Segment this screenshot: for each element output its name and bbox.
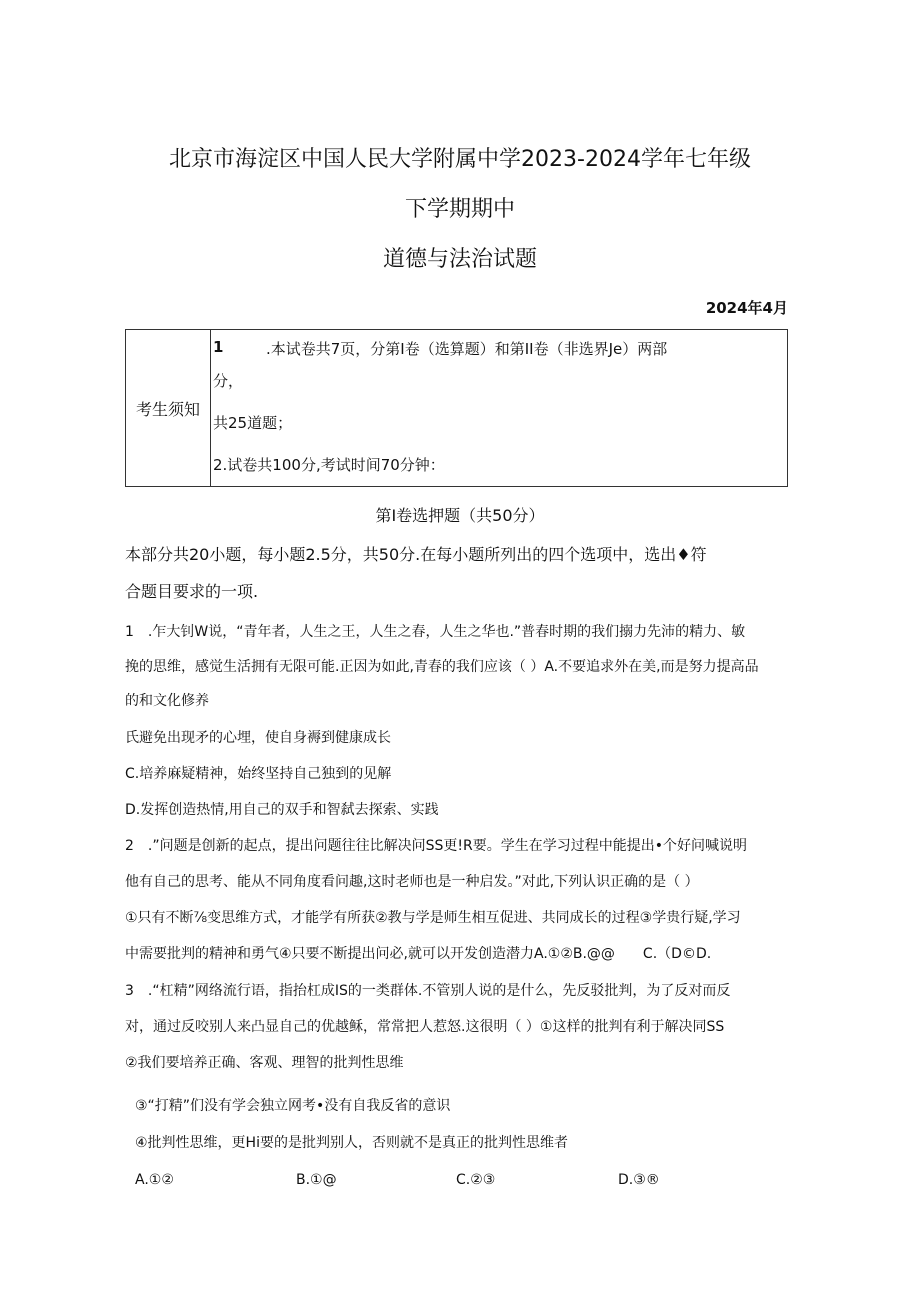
question-3-option-c: C.②③ (456, 1172, 496, 1188)
notice-line: .本试卷共7页，分第I卷（选算题）和第II卷（非选界Je）两部 (266, 340, 668, 358)
notice-line: 共25道题； (213, 414, 293, 432)
notice-label: 考生须知 (126, 330, 211, 487)
question-2-line: 中需要批判的精神和勇气④只要不断提出问必,就可以开发创造潜力A.①②B.@@ C.（D©D. (125, 946, 712, 962)
question-1-line: 挽的思维，感觉生活拥有无限可能.正因为如此,青春的我们应该（ ）A.不要追求外在美,而是努力提高品 (125, 659, 759, 675)
notice-line: 2.试卷共100分,考试时间70分钟： (213, 456, 445, 474)
notice-body (211, 330, 788, 487)
question-3-line: 对，通过反咬别人来凸显自己的优越稣，常常把人惹怒.这很明（ ）①这样的批判有利于解决同SS (125, 1019, 725, 1035)
question-2-line: ①只有不断⅞变思维方式，才能学有所获②教与学是师生相互促进、共同成长的过程③学贵行疑,学习 (125, 910, 741, 926)
question-1-option: D.发挥创造热情,用自己的双手和智弑去探索、实践 (125, 802, 439, 818)
notice-item-number: 1 (213, 338, 224, 356)
question-3-statement: ③“打精”们没有学会独立网考•没有自我反省的意识 (135, 1098, 451, 1114)
question-2-line: 2 .”问题是创新的起点，提出问题往往比解决问SS更!R要。学生在学习过程中能提出•个好问喊说明 (125, 838, 747, 854)
question-3-option-d: D.③® (618, 1172, 660, 1188)
question-1-line: 的和文化修养 (125, 693, 209, 709)
question-3-line: ②我们要培养正确、客观、理智的批判性思维 (125, 1055, 404, 1071)
question-3-line: 3 .“杠精”网络流行语，指抬杠成IS的一类群体.不管别人说的是什么，先反驳批判，为了反对而反 (125, 983, 731, 999)
question-1-option: 氏避免出现矛的心埋，使自身褥到健康成长 (125, 730, 391, 746)
question-3-option-a: A.①② (135, 1172, 174, 1188)
exam-date: 2024年4月 (705, 299, 788, 317)
question-1-line: 1 .乍大钊W说，“青年者，人生之王，人生之春，人生之华也.”普春时期的我们搦力先沛的精力、敏 (125, 624, 746, 640)
section-intro: 本部分共20小题，每小题2.5分，共50分.在每小题所列出的四个选项中，选出♦符 (125, 545, 707, 564)
section-intro: 合题目要求的一项. (125, 582, 259, 601)
page-title: 北京市海淀区中国人民大学附属中学2023-2024学年七年级 (169, 147, 751, 172)
question-2-line: 他有自己的思考、能从不同角度看问趣,这时老师也是一种启发。”对此,下列认识正确的是（ ） (125, 874, 699, 890)
section-heading: 第I卷选押题（共50分） (375, 506, 545, 525)
question-1-option: C.培养麻疑精神，始终坚持自己独到的见解 (125, 766, 392, 782)
question-3-option-b: B.①@ (296, 1172, 337, 1188)
exam-notice-table (125, 329, 788, 487)
subject-title: 道德与法治试题 (382, 247, 537, 272)
page-subtitle: 下学期期中 (404, 197, 515, 222)
question-3-statement: ④批判性思维，更Hi要的是批判别人，否则就不是真正的批判性思维者 (135, 1135, 568, 1151)
notice-line: 分， (213, 372, 244, 390)
